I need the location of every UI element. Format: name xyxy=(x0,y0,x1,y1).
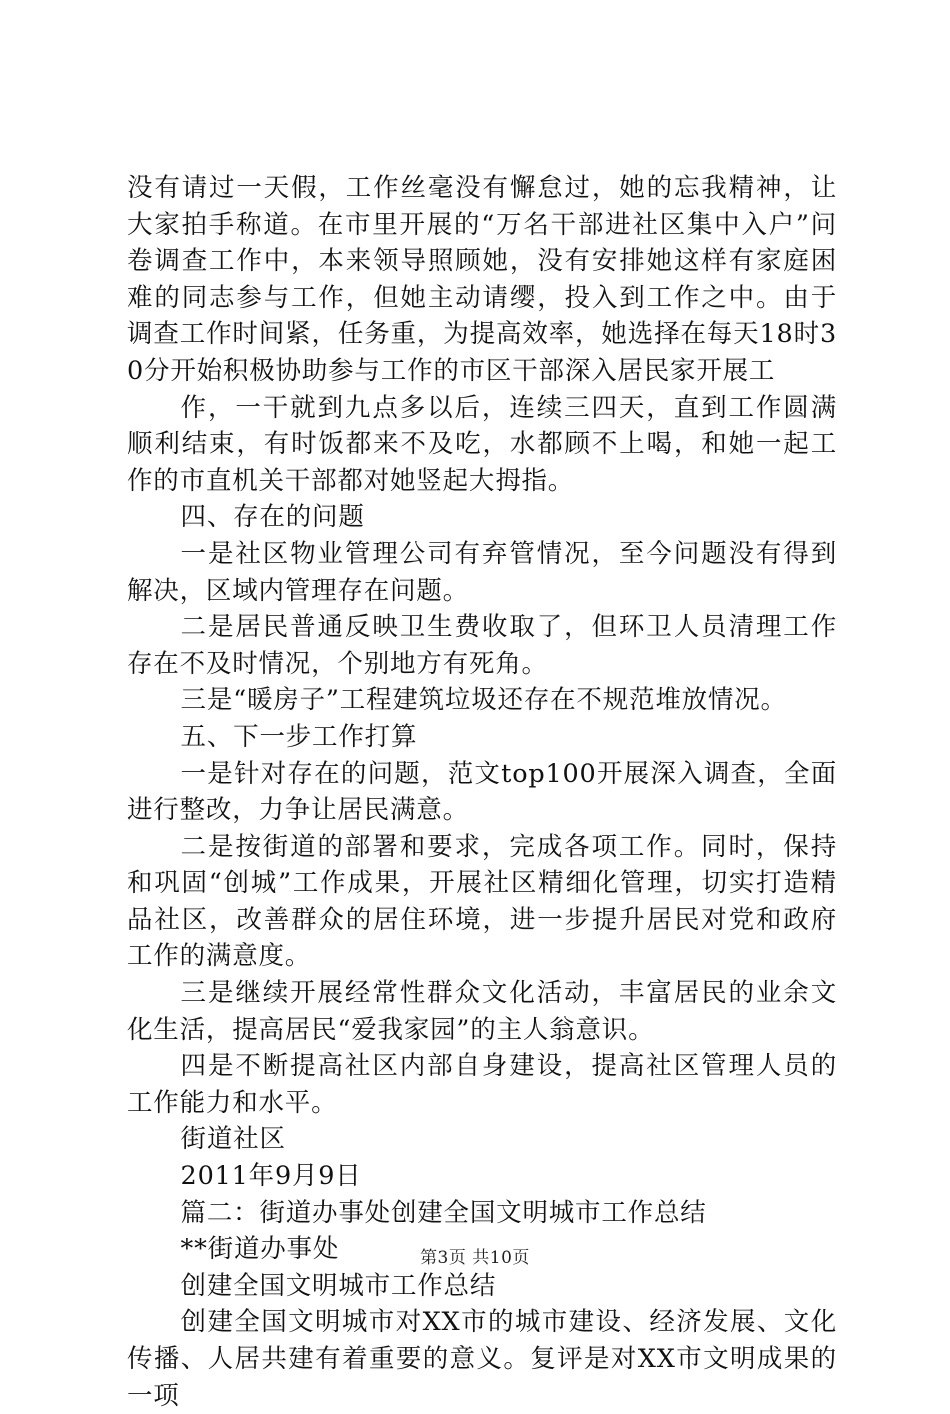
paragraph: 二是按街道的部署和要求，完成各项工作。同时，保持和巩固“创城”工作成果，开展社区精细化管理，切实打造精品社区，改善群众的居住环境，进一步提升居民对党和政府工作的满意度。 xyxy=(127,831,837,972)
paragraph: 三是“暖房子”工程建筑垃圾还存在不规范堆放情况。 xyxy=(180,685,787,716)
paragraph: 没有请过一天假，工作丝毫没有懈怠过，她的忘我精神，让大家拍手称道。在市里开展的“万名干部进社区集中入户”问卷调查工作中，本来领导照顾她，没有安排她这样有家庭困难的同志参与工作，但她主动请缨，投入到工作之中。由于调查工作时间紧，任务重，为提高效率，她选择在每天18时30分开始积极协助参与工作的市区干部深入居民家开展工 xyxy=(127,173,837,386)
section-heading: 五、下一步工作打算 xyxy=(180,721,418,752)
page-footer: 第3页 共10页 xyxy=(420,1248,530,1268)
paragraph: 二是居民普通反映卫生费收取了，但环卫人员清理工作存在不及时情况，个别地方有死角。 xyxy=(127,612,837,679)
section-heading: 四、存在的问题 xyxy=(180,502,365,533)
paragraph: 三是继续开展经常性群众文化活动，丰富居民的业余文化生活，提高居民“爱我家园”的主人翁意识。 xyxy=(127,978,837,1045)
article-subtitle: 创建全国文明城市工作总结 xyxy=(180,1270,497,1301)
paragraph: 一是社区物业管理公司有弃管情况，至今问题没有得到解决，区域内管理存在问题。 xyxy=(127,538,837,606)
paragraph: 四是不断提高社区内部自身建设，提高社区管理人员的工作能力和水平。 xyxy=(127,1051,837,1118)
organization-name: **街道办事处 xyxy=(180,1234,340,1265)
paragraph: 一是针对存在的问题，范文top100开展深入调查，全面进行整改，力争让居民满意。 xyxy=(127,758,837,826)
document-body xyxy=(127,170,837,1414)
signature-date: 2011年9月9日 xyxy=(180,1161,362,1192)
paragraph: 作，一干就到九点多以后，连续三四天，直到工作圆满顺利结束，有时饭都来不及吃，水都顾不上喝，和她一起工作的市直机关干部都对她竖起大拇指。 xyxy=(127,392,837,496)
signature-organization: 街道社区 xyxy=(180,1124,286,1155)
paragraph: 创建全国文明城市对XX市的城市建设、经济发展、文化传播、人居共建有着重要的意义。复评是对XX市文明成果的一项 xyxy=(127,1307,837,1411)
article-title: 篇二：街道办事处创建全国文明城市工作总结 xyxy=(180,1197,707,1228)
